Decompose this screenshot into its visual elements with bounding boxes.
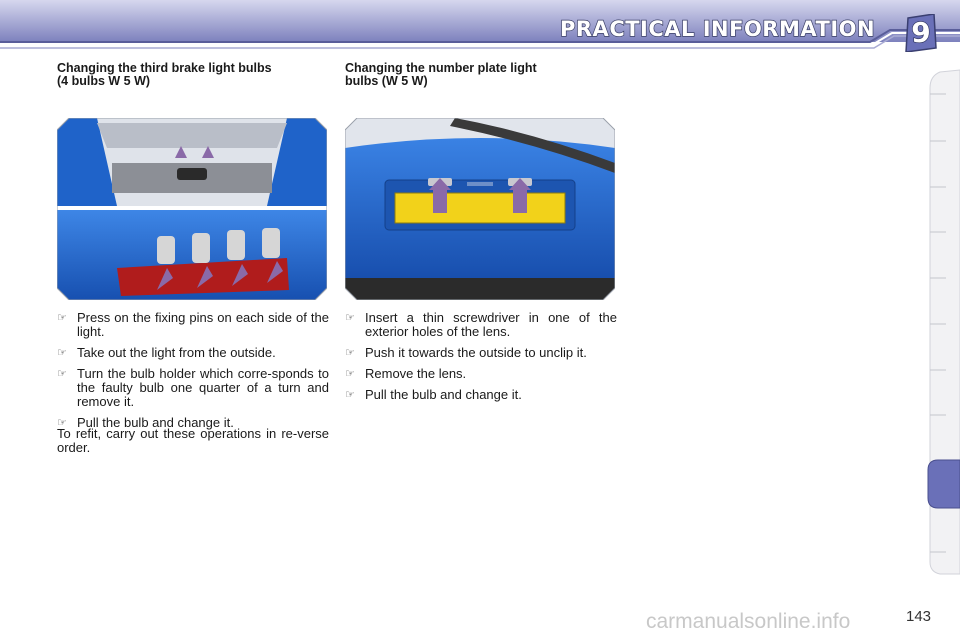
brake-light-heading-line1: Changing the third brake light bulbs [57,61,272,75]
refit-note: To refit, carry out these operations in re-verse order. [57,426,329,455]
brake-light-heading-line2: (4 bulbs W 5 W) [57,74,151,88]
list-item: ☞ Take out the light from the outside. [57,345,276,360]
hand-pointer-icon: ☞ [57,346,67,359]
section-number-plate [345,62,617,110]
chapter-number: 9 [911,16,931,49]
list-item: ☞ Push it towards the outside to unclip it. [345,345,587,360]
number-plate-steps [345,311,617,409]
brake-light-steps [57,311,329,437]
chapter-tabs[interactable] [926,66,960,576]
brake-light-illustration [57,118,327,300]
hand-pointer-icon: ☞ [345,367,355,380]
number-plate-heading-line1: Changing the number plate light [345,61,537,75]
header-title: PRACTICAL INFORMATION [560,17,876,41]
hand-pointer-icon: ☞ [345,346,355,359]
hand-pointer-icon: ☞ [345,388,355,401]
list-item: ☞ Turn the bulb holder which corre-sponds to the faulty bulb one quarter of a turn and remove it. [57,366,329,409]
list-item: ☞ Insert a thin screwdriver in one of the exterior holes of the lens. [345,310,617,339]
watermark: carmanualsonline.info [646,610,851,633]
list-item: ☞ Pull the bulb and change it. [345,387,522,402]
number-plate-illustration [345,118,615,300]
list-item: ☞ Press on the fixing pins on each side of the light. [57,310,329,339]
hand-pointer-icon: ☞ [57,416,67,429]
list-item: ☞ Remove the lens. [345,366,467,381]
section-brake-light [57,62,329,110]
list-item: ☞ Pull the bulb and change it. [57,415,234,430]
hand-pointer-icon: ☞ [345,311,355,324]
number-plate-heading-line2: bulbs (W 5 W) [345,74,428,88]
page-number: 143 [906,608,932,625]
hand-pointer-icon: ☞ [57,311,67,324]
hand-pointer-icon: ☞ [57,367,67,380]
